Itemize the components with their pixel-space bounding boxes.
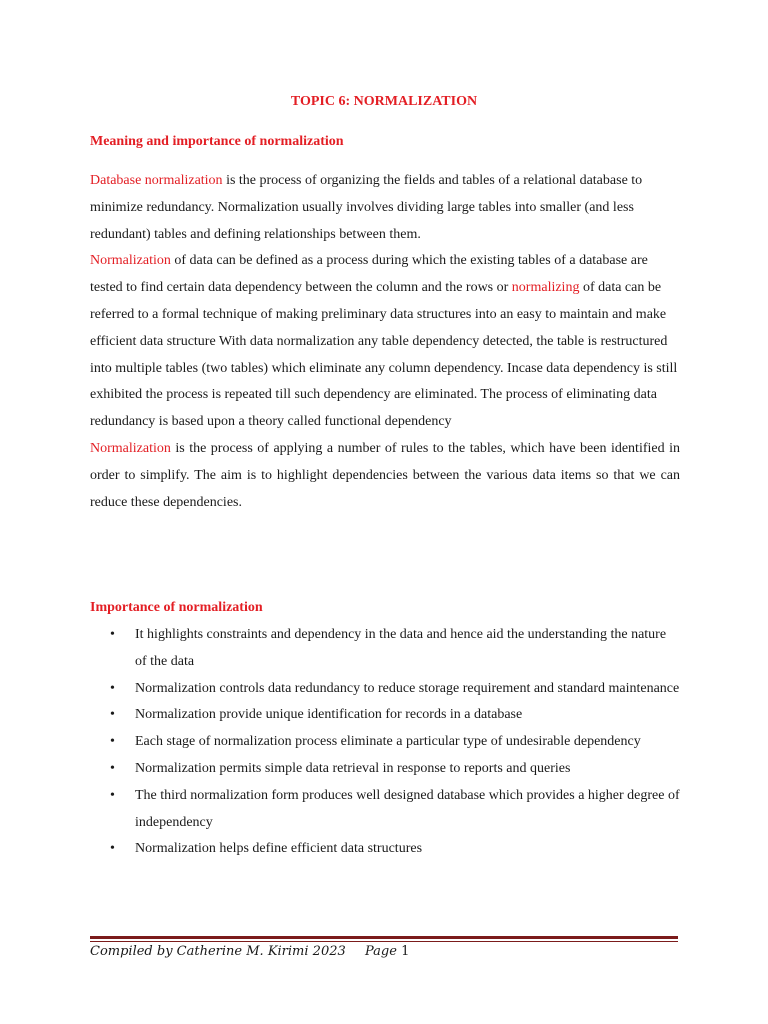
- bullet-icon: •: [110, 627, 115, 642]
- document-title: TOPIC 6: NORMALIZATION: [290, 94, 478, 109]
- paragraph-text: of data can be defined as a process during which the existing tables of a database are tested to find certain data dependency between the column and the rows or: [90, 253, 648, 296]
- paragraph-text: of data can be referred to a formal technique of making preliminary data structures into an easy to maintain and make efficient data structure With data normalization any table dependency detected, the table is restructured into multiple tables (two tables) which eliminate any column dependency. Incase data dependency is still exhibited the process is repeated till such dependency are eliminated. The process of eliminating data redundancy is based upon a theory called functional dependency: [90, 280, 678, 430]
- section-heading-meaning: Meaning and importance of normalization: [90, 134, 344, 149]
- paragraph-text: is the process of organizing the fields and tables of a relational database to minimize redundancy. Normalization usually involves dividing large tables into smaller (and less redundant) tables and defining relationships between them.: [90, 173, 643, 242]
- bullet-icon: •: [110, 680, 115, 696]
- list-item: • Normalization permits simple data retrieval in response to reports and queries: [90, 756, 680, 783]
- bullet-icon: •: [110, 760, 115, 776]
- footer-page-number: [365, 944, 409, 959]
- list-item: • It highlights constraints and dependency in the data and hence aid the understanding the nature of the data: [90, 622, 680, 676]
- term-normalizing: normalizing: [511, 280, 580, 296]
- paragraph-normalization-rules: [90, 436, 680, 516]
- list-item: • The third normalization form produces well designed database which provides a higher degree of independency: [90, 783, 680, 837]
- bullet-icon: •: [110, 734, 115, 750]
- bullet-icon: •: [110, 841, 115, 857]
- section-heading-importance: Importance of normalization: [90, 600, 263, 615]
- footer-divider-thin: [90, 941, 678, 942]
- page-number: 1: [401, 944, 410, 959]
- bullet-icon: •: [110, 707, 115, 723]
- list-item: • Normalization provide unique identification for records in a database: [90, 702, 680, 729]
- footer-compiled-by: Compiled by Catherine M. Kirimi 2023: [90, 944, 346, 959]
- term-database-normalization: Database normalization: [90, 173, 223, 188]
- term-normalization: Normalization: [90, 253, 171, 269]
- term-normalization: Normalization: [90, 440, 171, 456]
- list-item: • Normalization helps define efficient data structures: [90, 836, 680, 863]
- paragraph-database-normalization: [90, 168, 680, 248]
- paragraph-normalization-definition: [90, 248, 680, 436]
- list-item: • Each stage of normalization process eliminate a particular type of undesirable dependency: [90, 729, 680, 756]
- bullet-icon: •: [110, 787, 115, 803]
- page-label: Page: [365, 944, 397, 959]
- list-item: • Normalization controls data redundancy to reduce storage requirement and standard maintenance: [90, 676, 680, 703]
- paragraph-text: is the process of applying a number of rules to the tables, which have been identified in order to simplify. The aim is to highlight dependencies between the various data items so that we can reduce these dependencies.: [90, 440, 680, 510]
- section-body: [90, 168, 680, 516]
- importance-bullet-list: [90, 622, 680, 863]
- footer-divider: [90, 936, 678, 939]
